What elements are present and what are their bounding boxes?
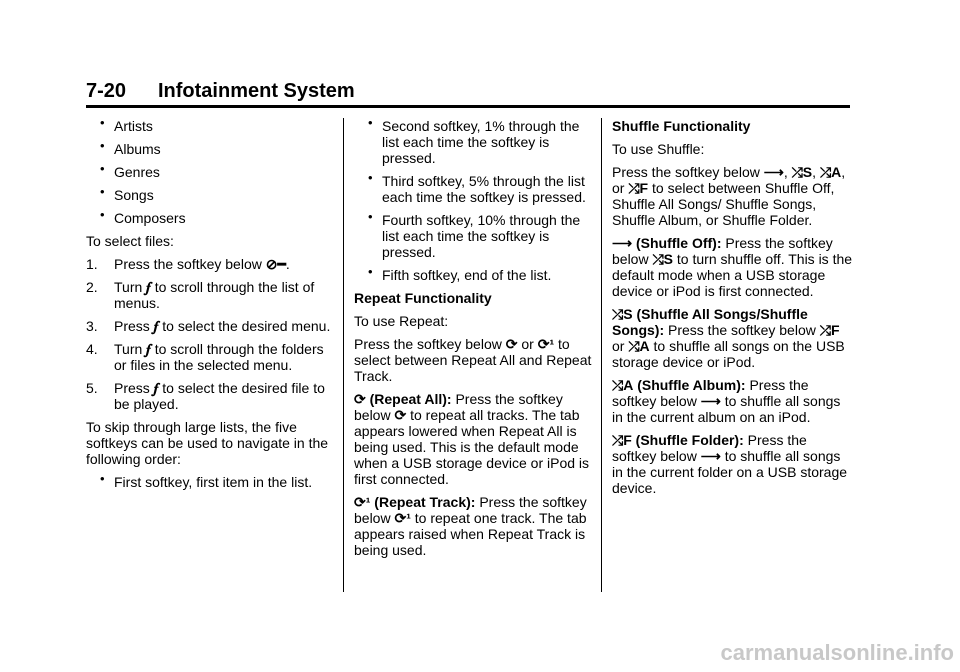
shuffle-album-icon: ⤮A	[628, 338, 650, 354]
bullet-icon: •	[100, 115, 105, 130]
bullet-icon: •	[368, 209, 373, 224]
knob-icon: 𝆑	[146, 279, 151, 295]
shuffle-folder-icon: ⤮F	[628, 180, 649, 196]
list-item: • Artists	[100, 115, 153, 134]
skip-text: To skip through large lists, the five softkeys can be used to navigate in the following order:	[86, 419, 329, 467]
repeat-intro: To use Repeat:	[354, 313, 449, 329]
repeat-track-icon: ⟳¹	[394, 510, 411, 526]
step-item: 3. Press 𝆑 to select the desired menu.	[86, 318, 331, 334]
list-item: • Fourth softkey, 10% through the list each time the softkey is pressed.	[368, 209, 581, 260]
shuffle-folder-icon: ⤮F	[612, 432, 632, 448]
shuffle-folder-description: ⤮F (Shuffle Folder): Press the softkey below ⟶ to shuffle all songs in the current folder on a USB storage device.	[612, 432, 848, 496]
shuffle-all-description: ⤮S (Shuffle All Songs/Shuffle Songs): Press the softkey below ⤮F or ⤮A to shuffle all songs on the USB storage device or iPod.	[612, 306, 845, 370]
bullet-icon: •	[100, 207, 105, 222]
repeat-track-description: ⟳¹ (Repeat Track): Press the softkey below ⟳¹ to repeat one track. The tab appears raised when Repeat Track is being used.	[354, 494, 587, 558]
list-item: • Fifth softkey, end of the list.	[368, 264, 552, 283]
menu-icon: ⊘━	[265, 256, 286, 272]
bullet-icon: •	[100, 138, 105, 153]
list-item: • Songs	[100, 184, 154, 203]
step-item: 4. Turn 𝆑 to scroll through the folders or files in the selected menu.	[86, 341, 324, 373]
column-2	[354, 115, 594, 565]
shuffle-off-icon: ⟶	[700, 448, 721, 464]
shuffle-album-description: ⤮A (Shuffle Album): Press the softkey below ⟶ to shuffle all songs in the current album on an iPod.	[612, 377, 841, 425]
bullet-icon: •	[368, 264, 373, 279]
shuffle-off-icon: ⟶	[700, 393, 721, 409]
shuffle-off-description: ⟶ (Shuffle Off): Press the softkey below ⤮S to turn shuffle off. This is the default mode when a USB storage device or iPod is first connected.	[612, 235, 853, 299]
step-item: 1. Press the softkey below ⊘━.	[86, 256, 290, 272]
shuffle-intro: To use Shuffle:	[612, 141, 705, 157]
list-item: • Genres	[100, 161, 160, 180]
bullet-icon: •	[368, 170, 373, 185]
repeat-all-description: ⟳ (Repeat All): Press the softkey below ⟳ to repeat all tracks. The tab appears lowered when Repeat All is being used. This is the default mode when a USB storage device or iPod is first connected.	[354, 391, 590, 487]
step-item: 5. Press 𝆑 to select the desired file to be played.	[86, 380, 325, 412]
list-item: • Albums	[100, 138, 161, 157]
page-header	[86, 78, 850, 108]
list-item: • Composers	[100, 207, 186, 226]
list-item: • Second softkey, 1% through the list each time the softkey is pressed.	[368, 115, 580, 166]
knob-icon: 𝆑	[153, 380, 159, 396]
shuffle-off-icon: ⟶	[763, 164, 784, 180]
shuffle-songs-icon: ⤮S	[791, 164, 813, 180]
knob-icon: 𝆑	[146, 341, 151, 357]
column-3	[612, 118, 854, 503]
section-title: Infotainment System	[158, 80, 355, 102]
column-divider	[601, 118, 602, 592]
bullet-icon: •	[100, 161, 105, 176]
shuffle-instructions: Press the softkey below ⟶, ⤮S, ⤮A, or ⤮F to select between Shuffle Off, Shuffle All Songs/ Shuffle Songs, Shuffle Album, or Shuffle Folder.	[612, 164, 846, 228]
shuffle-heading: Shuffle Functionality	[612, 118, 751, 134]
watermark: carmanualsonline.info	[720, 640, 954, 665]
knob-icon: 𝆑	[153, 318, 159, 334]
shuffle-off-icon: ⟶	[612, 235, 633, 251]
page-number: 7-20	[86, 80, 127, 102]
repeat-track-icon: ⟳¹	[537, 336, 555, 352]
shuffle-songs-icon: ⤮S	[612, 306, 633, 322]
repeat-instructions: Press the softkey below ⟳ or ⟳¹ to select between Repeat All and Repeat Track.	[354, 336, 592, 384]
shuffle-folder-icon: ⤮F	[819, 322, 840, 338]
column-divider	[343, 118, 344, 592]
repeat-all-icon: ⟳	[354, 391, 366, 407]
shuffle-album-icon: ⤮A	[612, 377, 634, 393]
repeat-track-icon: ⟳¹	[354, 494, 371, 510]
bullet-icon: •	[100, 471, 105, 486]
repeat-all-icon: ⟳	[394, 407, 407, 423]
shuffle-album-icon: ⤮A	[819, 164, 842, 180]
repeat-heading: Repeat Functionality	[354, 290, 492, 306]
select-intro: To select files:	[86, 233, 174, 249]
repeat-all-icon: ⟳	[505, 336, 518, 352]
shuffle-songs-icon: ⤮S	[652, 251, 674, 267]
bullet-icon: •	[368, 115, 373, 130]
bullet-icon: •	[100, 184, 105, 199]
list-item: • First softkey, first item in the list.	[100, 471, 313, 490]
step-item: 2. Turn 𝆑 to scroll through the list of menus.	[86, 279, 315, 311]
list-item: • Third softkey, 5% through the list each time the softkey is pressed.	[368, 170, 586, 205]
column-1	[86, 115, 334, 497]
